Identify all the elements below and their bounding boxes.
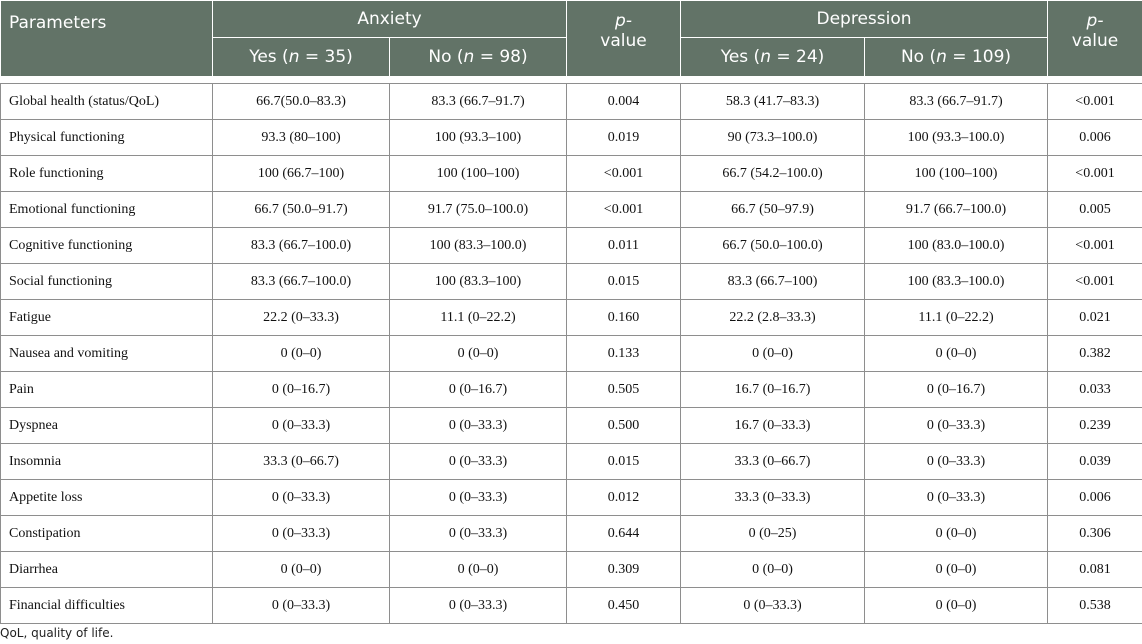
depression-yes-cell: 0 (0–33.3) (681, 588, 865, 624)
header-depression-yes: Yes (n = 24) (681, 38, 865, 77)
header-anxiety-no: No (n = 98) (390, 38, 567, 77)
depression-yes-cell: 66.7 (50.0–100.0) (681, 228, 865, 264)
depression-pvalue-cell: 0.239 (1048, 408, 1142, 444)
footnote: QoL, quality of life. (0, 626, 114, 640)
parameter-cell: Fatigue (1, 300, 213, 336)
depression-pvalue-cell: 0.306 (1048, 516, 1142, 552)
anxiety-pvalue-cell: <0.001 (567, 156, 681, 192)
anxiety-yes-cell: 66.7 (50.0–91.7) (213, 192, 390, 228)
table-row (1, 228, 1142, 264)
header-anxiety-yes: Yes (n = 35) (213, 38, 390, 77)
depression-yes-cell: 33.3 (0–66.7) (681, 444, 865, 480)
depression-no-cell: 0 (0–0) (865, 516, 1048, 552)
anxiety-pvalue-cell: <0.001 (567, 192, 681, 228)
table-row (1, 264, 1142, 300)
header-anxiety: Anxiety (213, 1, 567, 38)
depression-yes-cell: 16.7 (0–33.3) (681, 408, 865, 444)
anxiety-yes-cell: 22.2 (0–33.3) (213, 300, 390, 336)
depression-pvalue-cell: <0.001 (1048, 228, 1142, 264)
anxiety-pvalue-cell: 0.309 (567, 552, 681, 588)
anxiety-yes-cell: 0 (0–33.3) (213, 588, 390, 624)
depression-yes-cell: 66.7 (50–97.9) (681, 192, 865, 228)
depression-pvalue-cell: 0.005 (1048, 192, 1142, 228)
table-row (1, 516, 1142, 552)
anxiety-no-cell: 100 (83.3–100.0) (390, 228, 567, 264)
depression-yes-cell: 0 (0–25) (681, 516, 865, 552)
depression-pvalue-cell: 0.039 (1048, 444, 1142, 480)
depression-yes-cell: 33.3 (0–33.3) (681, 480, 865, 516)
depression-yes-cell: 0 (0–0) (681, 336, 865, 372)
anxiety-no-cell: 100 (93.3–100) (390, 120, 567, 156)
depression-yes-cell: 58.3 (41.7–83.3) (681, 84, 865, 120)
depression-pvalue-cell: 0.081 (1048, 552, 1142, 588)
depression-pvalue-cell: 0.021 (1048, 300, 1142, 336)
anxiety-no-cell: 91.7 (75.0–100.0) (390, 192, 567, 228)
anxiety-no-cell: 0 (0–33.3) (390, 588, 567, 624)
anxiety-no-cell: 100 (100–100) (390, 156, 567, 192)
anxiety-pvalue-cell: 0.505 (567, 372, 681, 408)
table-row (1, 408, 1142, 444)
parameter-cell: Role functioning (1, 156, 213, 192)
parameter-cell: Pain (1, 372, 213, 408)
table-row (1, 552, 1142, 588)
depression-yes-cell: 90 (73.3–100.0) (681, 120, 865, 156)
anxiety-no-cell: 100 (83.3–100) (390, 264, 567, 300)
table-row (1, 588, 1142, 624)
anxiety-no-cell: 83.3 (66.7–91.7) (390, 84, 567, 120)
anxiety-pvalue-cell: 0.133 (567, 336, 681, 372)
header-pvalue-depression: p- value (1048, 1, 1142, 77)
parameter-cell: Social functioning (1, 264, 213, 300)
depression-yes-cell: 66.7 (54.2–100.0) (681, 156, 865, 192)
header-depression-no: No (n = 109) (865, 38, 1048, 77)
anxiety-no-cell: 11.1 (0–22.2) (390, 300, 567, 336)
anxiety-no-cell: 0 (0–33.3) (390, 408, 567, 444)
anxiety-pvalue-cell: 0.500 (567, 408, 681, 444)
table-row (1, 84, 1142, 120)
depression-no-cell: 0 (0–0) (865, 336, 1048, 372)
anxiety-yes-cell: 100 (66.7–100) (213, 156, 390, 192)
table-row (1, 156, 1142, 192)
header-pvalue-anxiety: p- value (567, 1, 681, 77)
parameter-cell: Cognitive functioning (1, 228, 213, 264)
table-row (1, 336, 1142, 372)
depression-no-cell: 91.7 (66.7–100.0) (865, 192, 1048, 228)
depression-no-cell: 0 (0–33.3) (865, 444, 1048, 480)
depression-no-cell: 0 (0–33.3) (865, 408, 1048, 444)
anxiety-yes-cell: 66.7(50.0–83.3) (213, 84, 390, 120)
depression-pvalue-cell: 0.006 (1048, 120, 1142, 156)
parameter-cell: Emotional functioning (1, 192, 213, 228)
depression-no-cell: 100 (83.3–100.0) (865, 264, 1048, 300)
anxiety-no-cell: 0 (0–0) (390, 336, 567, 372)
anxiety-no-cell: 0 (0–33.3) (390, 480, 567, 516)
depression-yes-cell: 83.3 (66.7–100) (681, 264, 865, 300)
table-row (1, 444, 1142, 480)
anxiety-no-cell: 0 (0–33.3) (390, 444, 567, 480)
depression-no-cell: 11.1 (0–22.2) (865, 300, 1048, 336)
header-depression: Depression (681, 1, 1048, 38)
depression-pvalue-cell: 0.006 (1048, 480, 1142, 516)
depression-no-cell: 83.3 (66.7–91.7) (865, 84, 1048, 120)
depression-yes-cell: 0 (0–0) (681, 552, 865, 588)
table-row (1, 480, 1142, 516)
anxiety-pvalue-cell: 0.011 (567, 228, 681, 264)
parameter-cell: Constipation (1, 516, 213, 552)
anxiety-pvalue-cell: 0.004 (567, 84, 681, 120)
anxiety-yes-cell: 83.3 (66.7–100.0) (213, 228, 390, 264)
table-row (1, 372, 1142, 408)
table-row (1, 300, 1142, 336)
anxiety-yes-cell: 93.3 (80–100) (213, 120, 390, 156)
depression-no-cell: 0 (0–16.7) (865, 372, 1048, 408)
depression-pvalue-cell: <0.001 (1048, 84, 1142, 120)
anxiety-pvalue-cell: 0.160 (567, 300, 681, 336)
parameter-cell: Dyspnea (1, 408, 213, 444)
table-row (1, 192, 1142, 228)
parameter-cell: Global health (status/QoL) (1, 84, 213, 120)
anxiety-pvalue-cell: 0.644 (567, 516, 681, 552)
anxiety-yes-cell: 0 (0–33.3) (213, 516, 390, 552)
parameter-cell: Appetite loss (1, 480, 213, 516)
anxiety-pvalue-cell: 0.019 (567, 120, 681, 156)
anxiety-yes-cell: 83.3 (66.7–100.0) (213, 264, 390, 300)
depression-no-cell: 0 (0–0) (865, 588, 1048, 624)
anxiety-yes-cell: 0 (0–16.7) (213, 372, 390, 408)
depression-yes-cell: 22.2 (2.8–33.3) (681, 300, 865, 336)
anxiety-yes-cell: 0 (0–33.3) (213, 480, 390, 516)
anxiety-yes-cell: 0 (0–33.3) (213, 408, 390, 444)
anxiety-yes-cell: 33.3 (0–66.7) (213, 444, 390, 480)
depression-pvalue-cell: <0.001 (1048, 156, 1142, 192)
anxiety-pvalue-cell: 0.012 (567, 480, 681, 516)
anxiety-no-cell: 0 (0–0) (390, 552, 567, 588)
depression-pvalue-cell: 0.538 (1048, 588, 1142, 624)
anxiety-yes-cell: 0 (0–0) (213, 336, 390, 372)
table-row (1, 120, 1142, 156)
parameter-cell: Insomnia (1, 444, 213, 480)
header-gap (1, 77, 1142, 84)
depression-no-cell: 0 (0–0) (865, 552, 1048, 588)
header-parameters: Parameters (1, 1, 213, 77)
anxiety-pvalue-cell: 0.015 (567, 264, 681, 300)
depression-pvalue-cell: 0.033 (1048, 372, 1142, 408)
parameter-cell: Diarrhea (1, 552, 213, 588)
parameter-cell: Nausea and vomiting (1, 336, 213, 372)
anxiety-no-cell: 0 (0–16.7) (390, 372, 567, 408)
anxiety-no-cell: 0 (0–33.3) (390, 516, 567, 552)
table-body (1, 77, 1142, 624)
depression-no-cell: 100 (93.3–100.0) (865, 120, 1048, 156)
parameter-cell: Financial difficulties (1, 588, 213, 624)
depression-pvalue-cell: <0.001 (1048, 264, 1142, 300)
anxiety-yes-cell: 0 (0–0) (213, 552, 390, 588)
depression-no-cell: 100 (100–100) (865, 156, 1048, 192)
depression-no-cell: 100 (83.0–100.0) (865, 228, 1048, 264)
depression-no-cell: 0 (0–33.3) (865, 480, 1048, 516)
depression-yes-cell: 16.7 (0–16.7) (681, 372, 865, 408)
depression-pvalue-cell: 0.382 (1048, 336, 1142, 372)
anxiety-pvalue-cell: 0.015 (567, 444, 681, 480)
parameter-cell: Physical functioning (1, 120, 213, 156)
anxiety-pvalue-cell: 0.450 (567, 588, 681, 624)
